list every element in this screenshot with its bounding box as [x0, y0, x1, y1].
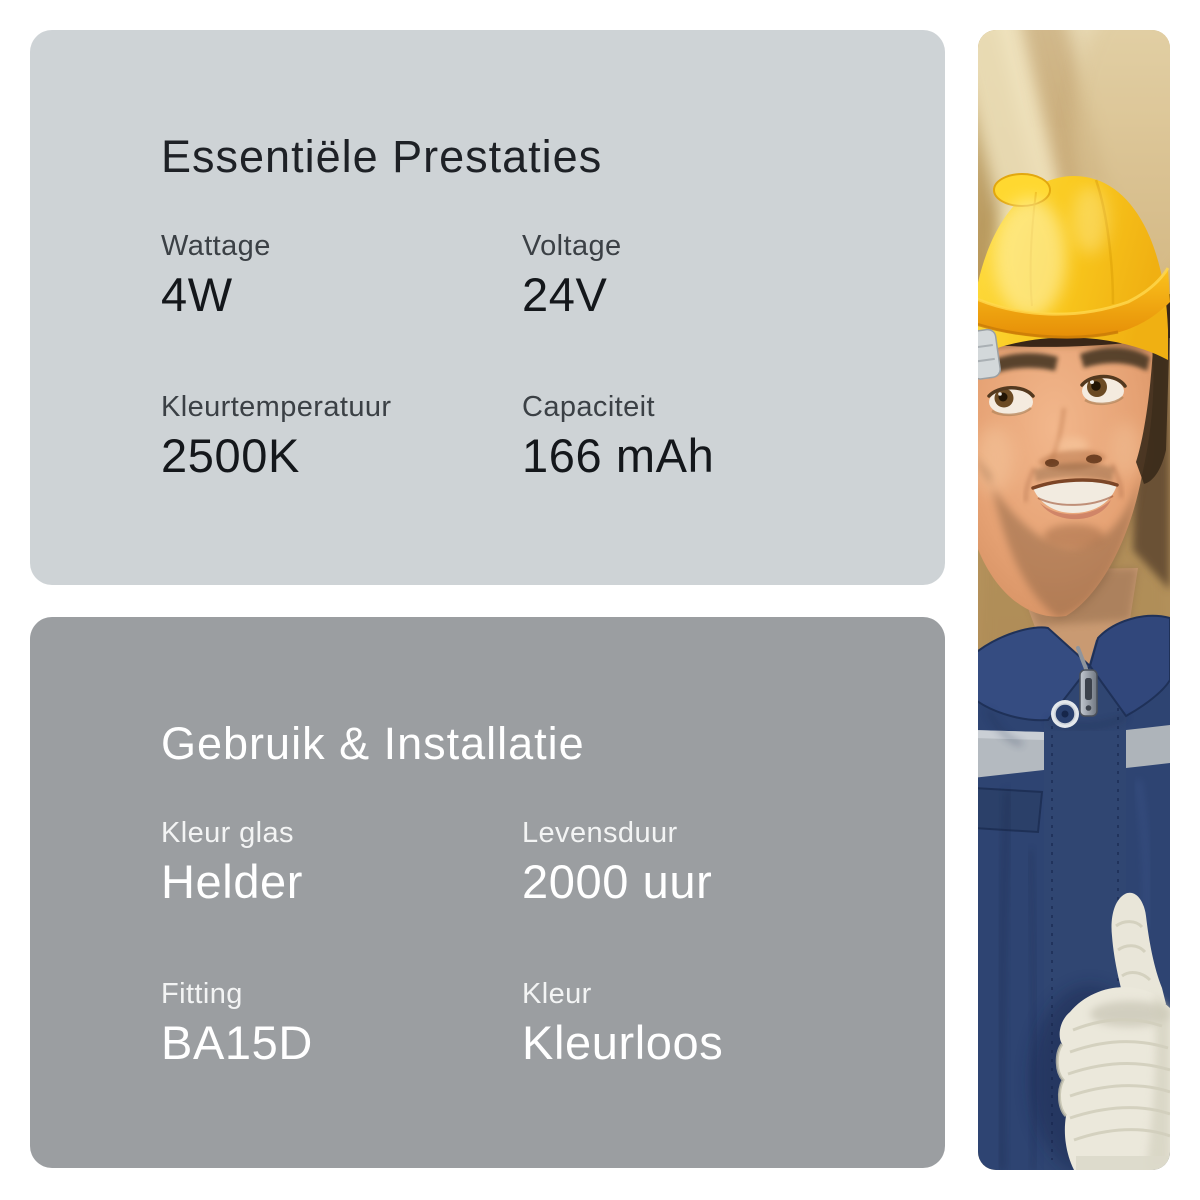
- worker-photo: [978, 30, 1170, 1170]
- worker-photo-illustration: [978, 30, 1170, 1170]
- spec-capacity: [522, 391, 905, 482]
- installation-spec-grid: [161, 817, 905, 1069]
- performance-spec-grid: [161, 230, 905, 482]
- spec-value: 4W: [161, 268, 233, 321]
- spec-label: Fitting: [161, 978, 243, 1010]
- installation-panel-title: Gebruik & Installatie: [161, 718, 585, 769]
- spec-value: 166 mAh: [522, 429, 715, 482]
- spec-label: Capaciteit: [522, 391, 655, 423]
- spec-voltage: [522, 230, 905, 321]
- spec-label: Kleur: [522, 978, 592, 1010]
- spec-fitting: [161, 978, 522, 1069]
- performance-panel-title: Essentiële Prestaties: [161, 131, 603, 182]
- spec-wattage: [161, 230, 522, 321]
- spec-lifespan: [522, 817, 905, 908]
- spec-label: Wattage: [161, 230, 271, 262]
- spec-value: 2000 uur: [522, 855, 713, 908]
- spec-value: Helder: [161, 855, 304, 908]
- spec-value: 2500K: [161, 429, 300, 482]
- installation-panel: [30, 617, 945, 1168]
- spec-label: Kleur glas: [161, 817, 294, 849]
- spec-value: Kleurloos: [522, 1016, 724, 1069]
- spec-color: [522, 978, 905, 1069]
- spec-label: Kleurtemperatuur: [161, 391, 392, 423]
- spec-color-temperature: [161, 391, 522, 482]
- spec-label: Levensduur: [522, 817, 678, 849]
- spec-value: 24V: [522, 268, 608, 321]
- spec-value: BA15D: [161, 1016, 313, 1069]
- spec-glass-color: [161, 817, 522, 908]
- spec-label: Voltage: [522, 230, 622, 262]
- performance-panel: [30, 30, 945, 585]
